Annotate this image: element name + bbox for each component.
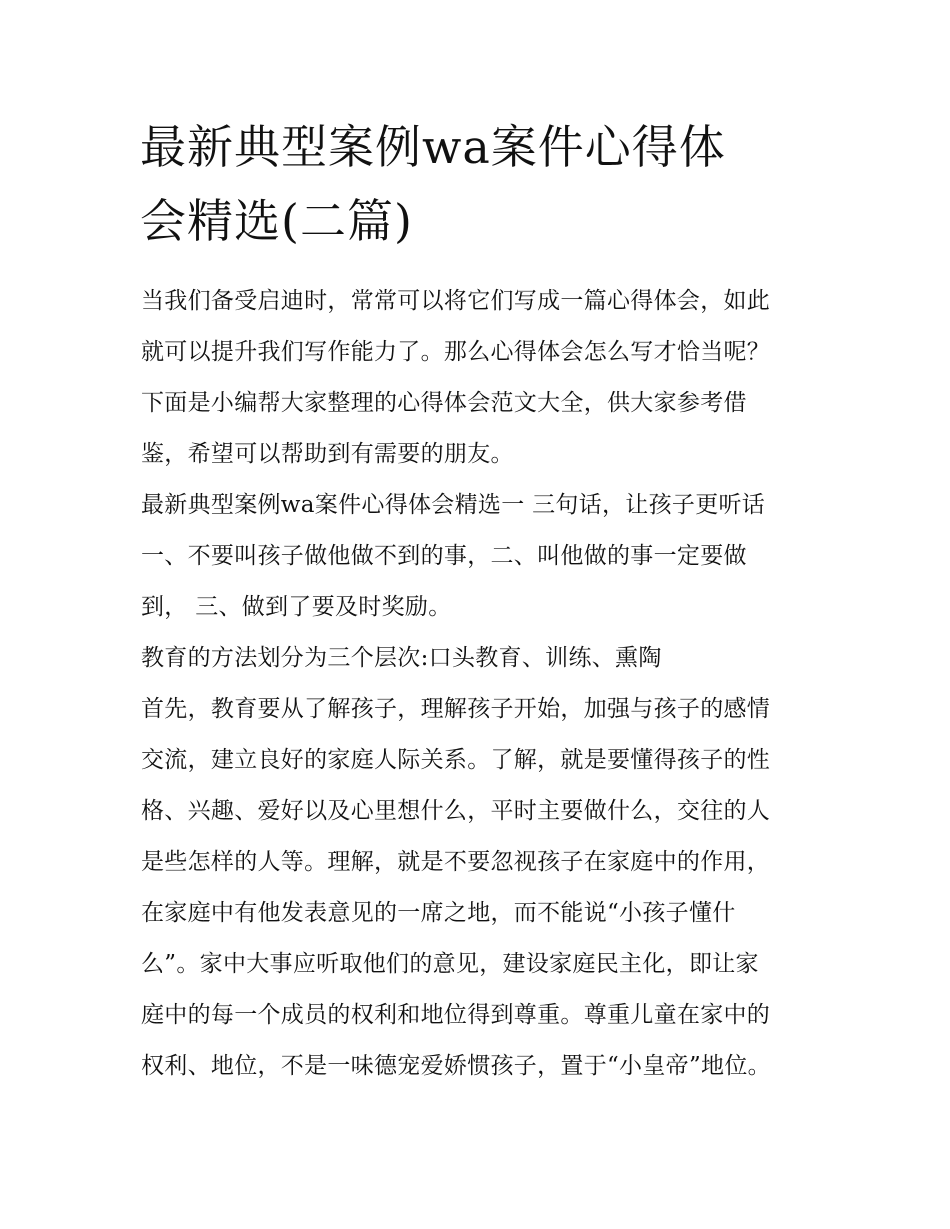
body-line: 一、不要叫孩子做他做不到的事，二、叫他做的事一定要做: [141, 543, 747, 569]
body-line: 首先，教育要从了解孩子，理解孩子开始，加强与孩子的感情: [141, 696, 771, 722]
body-line: 格、兴趣、爱好以及心里想什么，平时主要做什么，交往的人: [141, 798, 771, 824]
document-title: [140, 110, 820, 258]
body-line: 权利、地位，不是一味德宠爱娇惯孩子，置于“小皇帝”地位。: [141, 1053, 771, 1079]
body-line: 就可以提升我们写作能力了。那么心得体会怎么写才恰当呢？: [141, 339, 771, 365]
body-line: 当我们备受启迪时，常常可以将它们写成一篇心得体会，如此: [141, 288, 771, 314]
document-body: [141, 276, 821, 1092]
body-line: 鉴，希望可以帮助到有需要的朋友。: [141, 441, 514, 467]
body-line: 最新典型案例wa案件心得体会精选一 三句话，让孩子更听话: [141, 492, 766, 518]
title-line-2: 会精选(二篇): [140, 194, 413, 248]
body-line: 庭中的每一个成员的权利和地位得到尊重。尊重儿童在家中的: [141, 1002, 771, 1028]
body-line: 下面是小编帮大家整理的心得体会范文大全，供大家参考借: [141, 390, 747, 416]
body-line: 教育的方法划分为三个层次:口头教育、训练、熏陶: [141, 645, 662, 671]
body-line: 是些怎样的人等。理解，就是不要忽视孩子在家庭中的作用，: [141, 849, 771, 875]
body-line: 到， 三、做到了要及时奖励。: [141, 594, 452, 620]
body-line: 在家庭中有他发表意见的一席之地，而不能说“小孩子懂什: [141, 900, 736, 926]
title-line-1: 最新典型案例wa案件心得体: [140, 120, 726, 174]
body-line: 么”。家中大事应听取他们的意见，建设家庭民主化，即让家: [141, 951, 759, 977]
body-line: 交流，建立良好的家庭人际关系。了解，就是要懂得孩子的性: [141, 747, 771, 773]
